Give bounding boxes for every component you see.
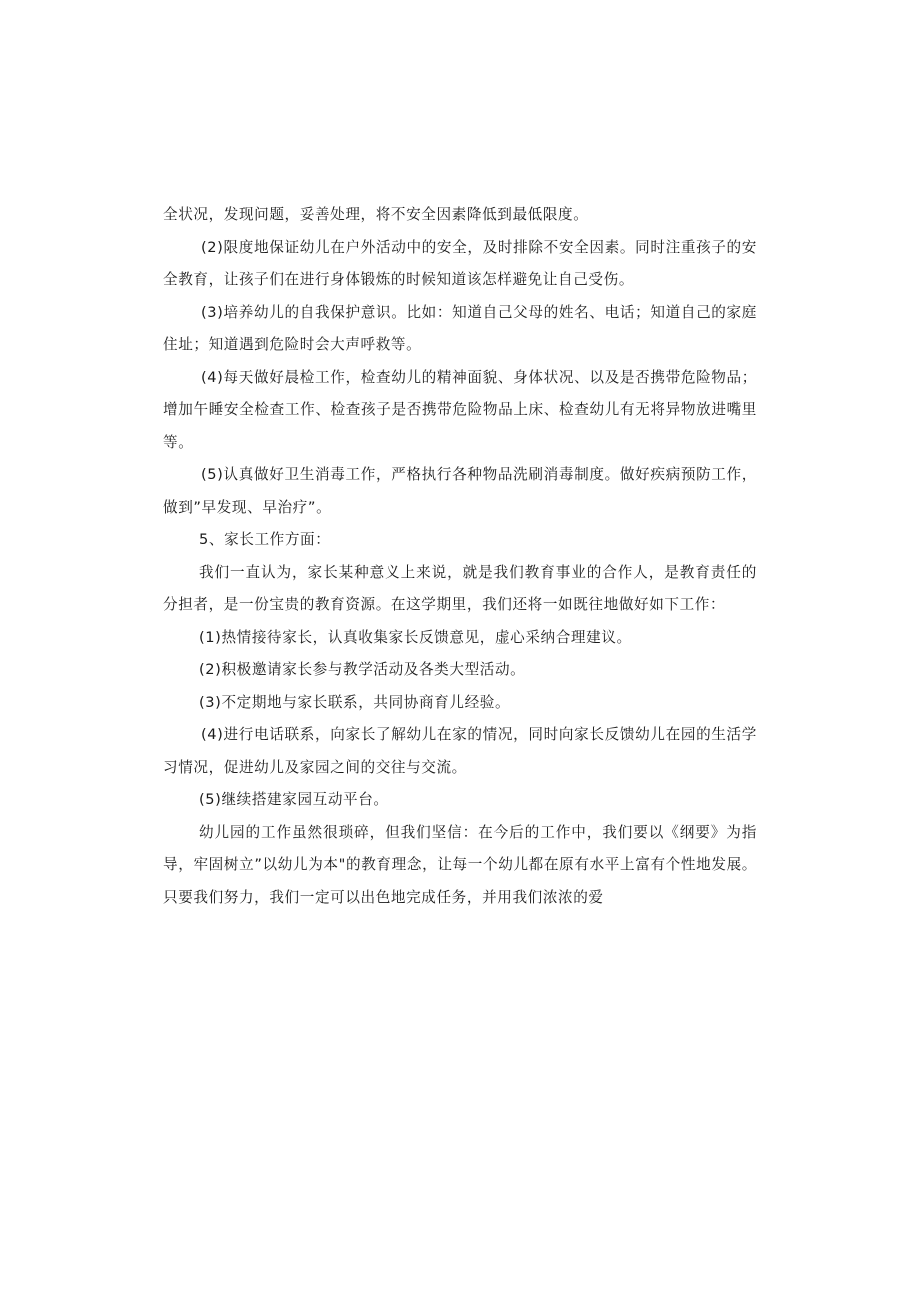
paragraph-parent-item-1: (1)热情接待家长，认真收集家长反馈意见，虚心采纳合理建议。 bbox=[199, 628, 632, 646]
paragraph-parent-item-2: (2)积极邀请家长参与教学活动及各类大型活动。 bbox=[199, 661, 526, 678]
paragraph-safety-continuation: 全状况，发现问题，妥善处理，将不安全因素降低到最低限度。 bbox=[163, 206, 589, 223]
section-heading-parent-work: 5、家长工作方面： bbox=[199, 531, 331, 548]
paragraph-morning-check: (4)每天做好晨检工作，检查幼儿的精神面貌、身体状况、以及是否携带危险物品；增加午睡安全检查工作、检查孩子是否携带危险物品上床、检查幼儿有无将异物放进嘴里等。 bbox=[163, 368, 757, 451]
paragraph-parent-item-4: (4)进行电话联系，向家长了解幼儿在家的情况，同时向家长反馈幼儿在园的生活学习情况，促进幼儿及家园之间的交往与交流。 bbox=[163, 726, 757, 776]
paragraph-outdoor-safety: (2)限度地保证幼儿在户外活动中的安全，及时排除不安全因素。同时注重孩子的安全教育，让孩子们在进行身体锻炼的时候知道该怎样避免让自己受伤。 bbox=[163, 238, 757, 288]
document-body bbox=[163, 199, 757, 914]
paragraph-self-protection: (3)培养幼儿的自我保护意识。比如：知道自己父母的姓名、电话；知道自己的家庭住址；知道遇到危险时会大声呼救等。 bbox=[163, 303, 757, 353]
paragraph-parent-item-3: (3)不定期地与家长联系，共同协商育儿经验。 bbox=[199, 693, 511, 711]
paragraph-disinfection: (5)认真做好卫生消毒工作，严格执行各种物品洗刷消毒制度。做好疾病预防工作，做到”早发现、早治疗”。 bbox=[163, 466, 757, 516]
paragraph-parent-item-5: (5)继续搭建家园互动平台。 bbox=[199, 791, 389, 808]
paragraph-conclusion: 幼儿园的工作虽然很琐碎，但我们坚信：在今后的工作中，我们要以《纲要》为指导，牢固树立”以幼儿为本"的教育理念，让每一个幼儿都在原有水平上富有个性地发展。只要我们努力，我们一定可以出色地完成任务，并用我们浓浓的爱 bbox=[163, 823, 757, 906]
paragraph-parent-intro: 我们一直认为，家长某种意义上来说，就是我们教育事业的合作人，是教育责任的分担者，是一份宝贵的教育资源。在这学期里，我们还将一如既往地做好如下工作： bbox=[163, 563, 757, 613]
